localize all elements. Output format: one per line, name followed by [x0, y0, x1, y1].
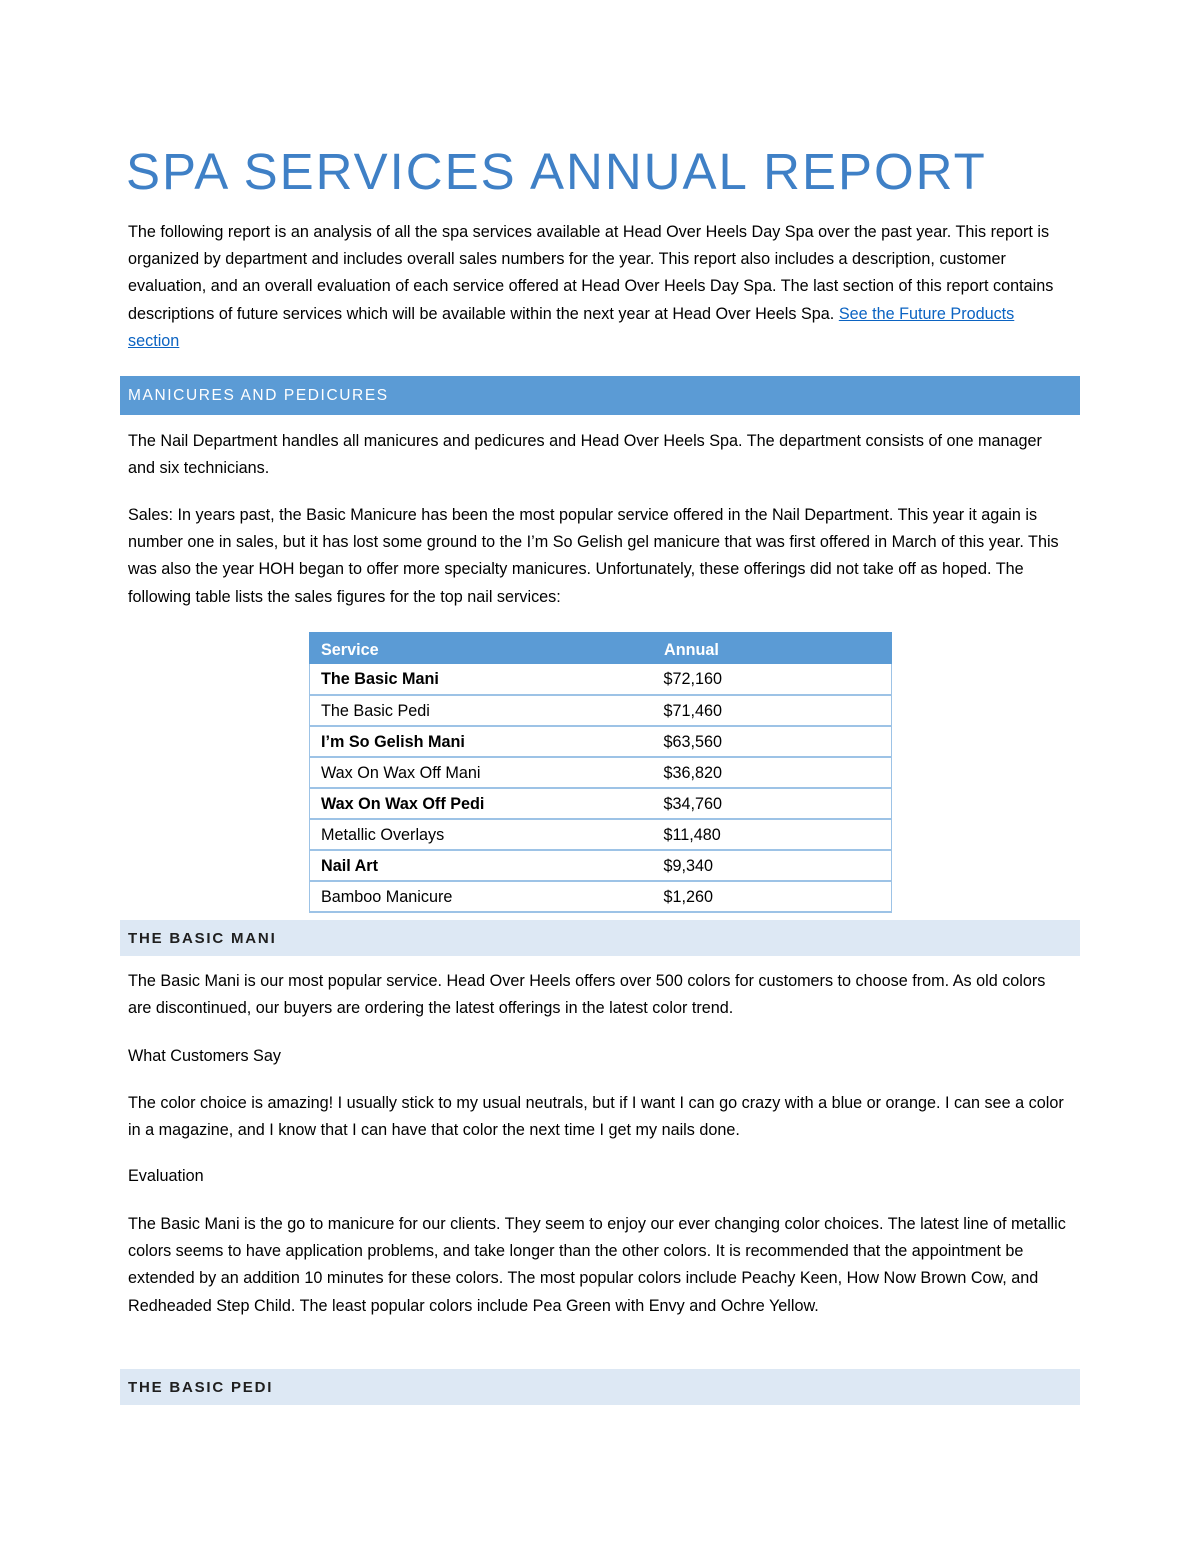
- report-title: SPA SERVICES ANNUAL REPORT: [126, 143, 987, 200]
- service-cell: Wax On Wax Off Pedi: [310, 788, 653, 819]
- annual-cell: $63,560: [653, 726, 892, 757]
- table-row: [310, 757, 892, 788]
- future-products-link[interactable]: See the Future Products section: [128, 304, 1015, 350]
- intro-paragraph: [128, 219, 1068, 355]
- customer-quote: The color choice is amazing! I usually stick to my usual neutrals, but if I want I can go crazy with a blue or orange. I can see a color in a magazine, and I know that I can have that color the next time I get my nails done.: [128, 1094, 1064, 1140]
- annual-cell: $36,820: [653, 757, 892, 788]
- service-cell: Metallic Overlays: [310, 819, 653, 850]
- service-cell: The Basic Pedi: [310, 695, 653, 726]
- section-heading-basic-pedi: THE BASIC PEDI: [120, 1369, 1080, 1405]
- annual-cell: $1,260: [653, 881, 892, 912]
- service-cell: Nail Art: [310, 850, 653, 881]
- column-header-service: Service: [310, 633, 653, 664]
- table-row: [310, 788, 892, 819]
- sales-table-header-row: [310, 633, 892, 664]
- basic-mani-description: The Basic Mani is our most popular service. Head Over Heels offers over 500 colors for customers to choose from. As old colors are discontinued, our buyers are ordering the latest offerings in the latest color trend.: [128, 972, 1046, 1018]
- service-cell: Wax On Wax Off Mani: [310, 757, 653, 788]
- column-header-annual: Annual: [653, 633, 892, 664]
- what-customers-say-heading: What Customers Say: [128, 1047, 281, 1065]
- table-row: [310, 881, 892, 912]
- table-row: [310, 850, 892, 881]
- nail-department-description: The Nail Department handles all manicures and pedicures and Head Over Heels Spa. The department consists of one manager and six technicians.: [128, 432, 1042, 478]
- table-row: [310, 726, 892, 757]
- annual-cell: $34,760: [653, 788, 892, 819]
- intro-text: The following report is an analysis of all the spa services available at Head Over Heels Day Spa over the past year. This report is organized by department and includes overall sales numbers for the year. This report also includes a description, customer evaluation, and an overall evaluation of each service offered at Head Over Heels Day Spa. The last section of this report contains descriptions of future services which will be available within the next year at Head Over Heels Spa.: [128, 223, 1054, 323]
- section-heading-basic-mani: THE BASIC MANI: [120, 920, 1080, 956]
- service-cell: I’m So Gelish Mani: [310, 726, 653, 757]
- sales-table: [309, 632, 892, 913]
- table-row: [310, 664, 892, 695]
- annual-cell: $9,340: [653, 850, 892, 881]
- service-cell: Bamboo Manicure: [310, 881, 653, 912]
- evaluation-paragraph: The Basic Mani is the go to manicure for our clients. They seem to enjoy our ever changing color choices. The latest line of metallic colors seems to have application problems, and take longer than the other colors. It is recommended that the appointment be extended by an addition 10 minutes for these colors. The most popular colors include Peachy Keen, How Now Brown Cow, and Redheaded Step Child. The least popular colors include Pea Green with Envy and Ochre Yellow.: [128, 1215, 1066, 1315]
- table-row: [310, 819, 892, 850]
- annual-cell: $72,160: [653, 664, 892, 695]
- service-cell: The Basic Mani: [310, 664, 653, 695]
- table-row: [310, 695, 892, 726]
- sales-paragraph: Sales: In years past, the Basic Manicure has been the most popular service offered in the Nail Department. This year it again is number one in sales, but it has lost some ground to the I’m So Gelish gel manicure that was first offered in March of this year. This was also the year HOH began to offer more specialty manicures. Unfortunately, these offerings did not take off as hoped. The following table lists the sales figures for the top nail services:: [128, 506, 1059, 606]
- annual-cell: $71,460: [653, 695, 892, 726]
- section-heading-manicures: MANICURES AND PEDICURES: [120, 376, 1080, 415]
- annual-cell: $11,480: [653, 819, 892, 850]
- evaluation-heading: Evaluation: [128, 1167, 204, 1185]
